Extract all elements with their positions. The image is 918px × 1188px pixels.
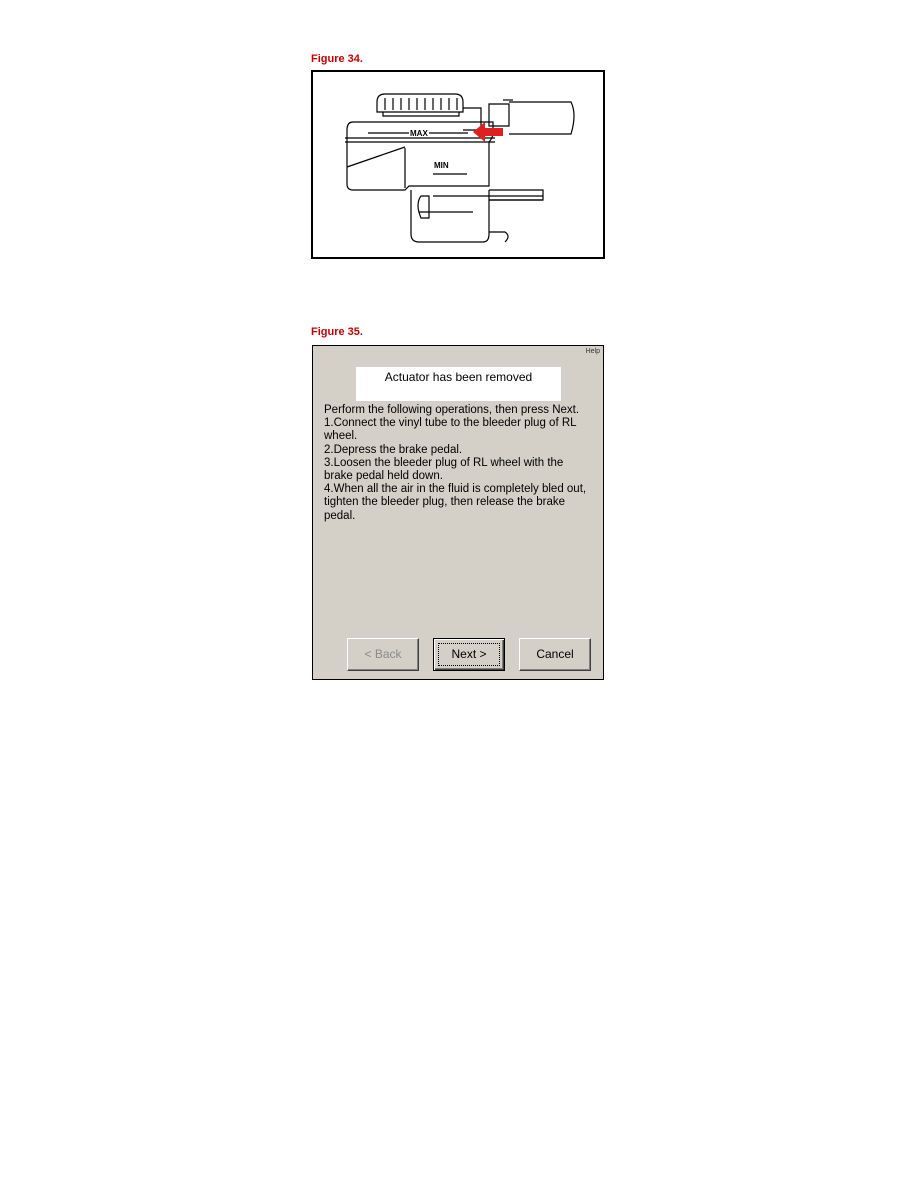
back-button[interactable]: < Back — [347, 638, 419, 671]
air-bleed-dialog — [312, 345, 604, 680]
instruction-line: pedal. — [324, 509, 356, 522]
min-level-label: MIN — [434, 161, 449, 170]
instruction-line: tighten the bleeder plug, then release the brake — [324, 496, 566, 509]
instruction-line: brake pedal held down. — [324, 470, 443, 483]
next-button-label: Next > — [451, 647, 487, 661]
figure-35-caption: Figure 35. — [311, 326, 363, 338]
brake-reservoir-illustration — [311, 70, 605, 259]
dialog-title: Actuator has been removed — [384, 370, 533, 384]
instruction-line: 4.When all the air in the fluid is completely bled out, — [324, 483, 587, 496]
instruction-line: wheel. — [324, 430, 358, 443]
instruction-list — [324, 404, 596, 523]
next-button[interactable] — [433, 638, 505, 671]
dialog-title-box — [356, 367, 561, 401]
instruction-line: Perform the following operations, then press Next. — [324, 404, 580, 416]
figure-34-caption: Figure 34. — [311, 53, 363, 65]
cancel-button[interactable]: Cancel — [519, 638, 591, 671]
help-link[interactable]: Help — [585, 348, 600, 355]
instruction-line: 1.Connect the vinyl tube to the bleeder plug of RL — [324, 417, 577, 430]
max-level-label: MAX — [410, 129, 428, 138]
instruction-line: 2.Depress the brake pedal. — [324, 443, 463, 456]
instruction-line: 3.Loosen the bleeder plug of RL wheel with the — [324, 456, 564, 469]
